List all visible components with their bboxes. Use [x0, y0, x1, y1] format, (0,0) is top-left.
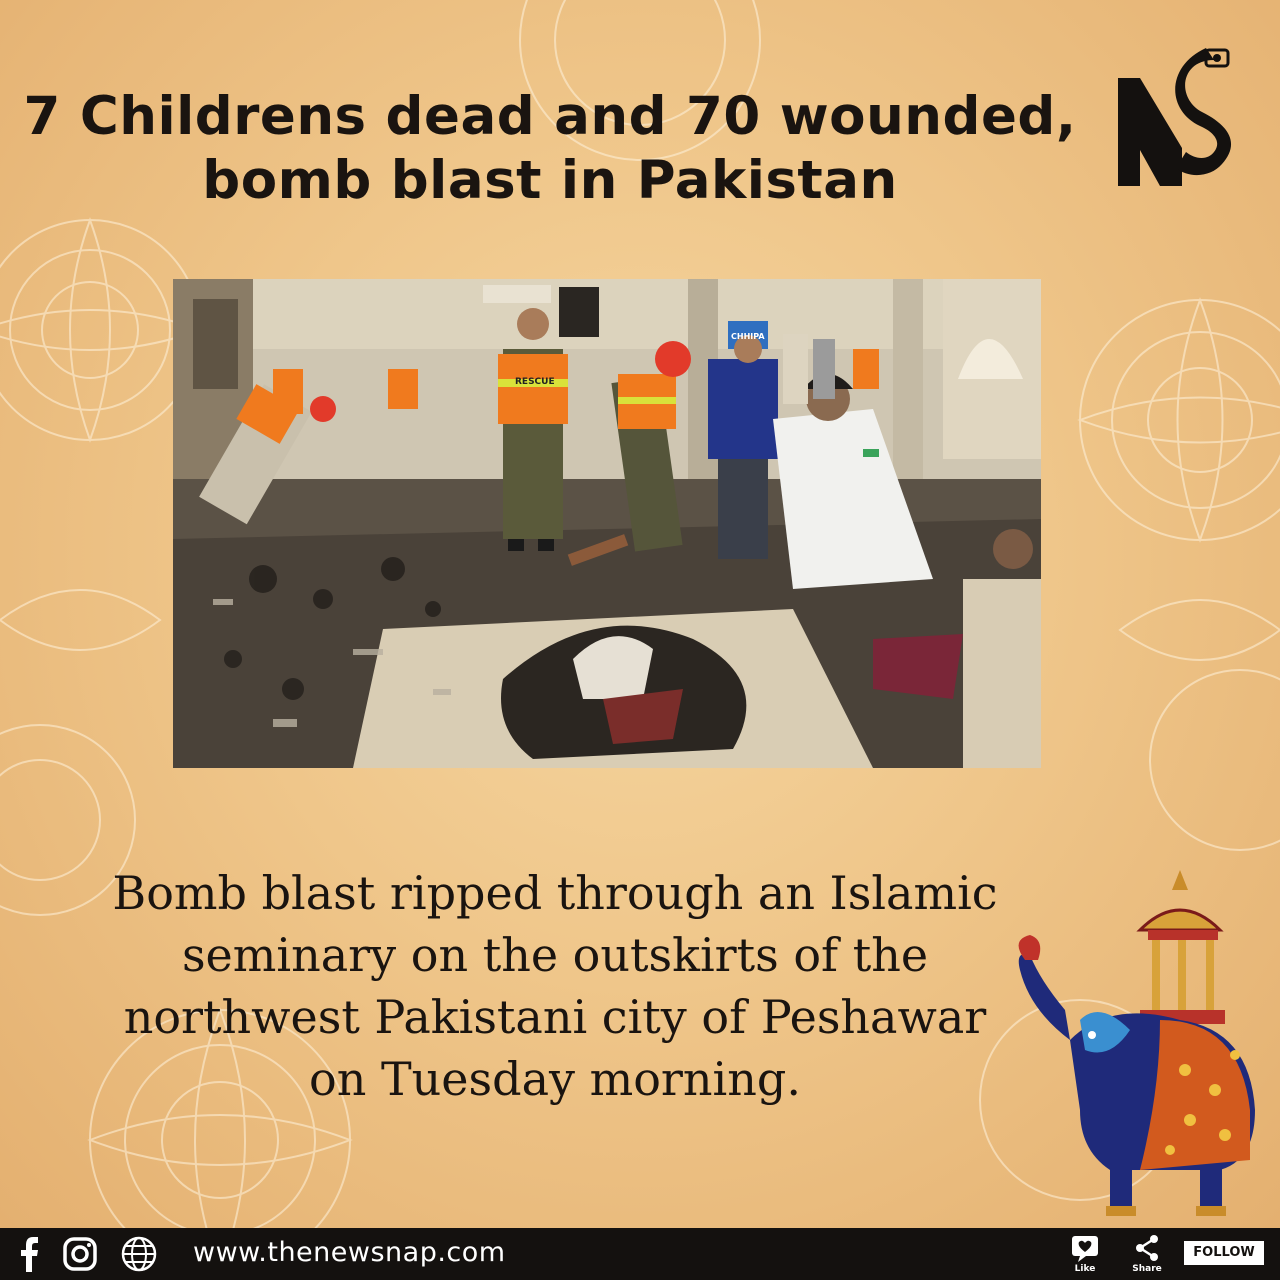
- instagram-icon[interactable]: [60, 1236, 100, 1272]
- newsnap-logo: [1110, 40, 1260, 190]
- footer-bar: [0, 1228, 1280, 1280]
- like-button[interactable]: [1060, 1232, 1110, 1278]
- news-photo: [173, 279, 1041, 768]
- like-icon: [1060, 1232, 1110, 1264]
- share-icon: [1122, 1232, 1172, 1264]
- like-label: Like: [1074, 1264, 1096, 1274]
- caption-line-1: Bomb blast ripped through an Islamic: [112, 866, 998, 920]
- website-link[interactable]: www.thenewsnap.com: [193, 1237, 506, 1268]
- caption-line-4: on Tuesday morning.: [309, 1052, 801, 1106]
- caption-line-3: northwest Pakistani city of Peshawar: [123, 990, 987, 1044]
- caption: [95, 862, 1015, 1110]
- globe-icon[interactable]: [118, 1236, 160, 1272]
- vest-text: RESCUE: [515, 377, 555, 387]
- share-button[interactable]: [1122, 1232, 1172, 1278]
- headline-line-2: bomb blast in Pakistan: [202, 150, 898, 211]
- headline-line-1: 7 Childrens dead and 70 wounded,: [23, 86, 1077, 147]
- elephant-figurine: [1010, 870, 1270, 1220]
- follow-button[interactable]: FOLLOW: [1184, 1241, 1264, 1265]
- caption-line-2: seminary on the outskirts of the: [181, 928, 929, 982]
- cap-text: CHHIPA: [731, 332, 765, 341]
- share-label: Share: [1132, 1264, 1162, 1274]
- facebook-icon[interactable]: [16, 1236, 42, 1272]
- headline: [20, 85, 1080, 213]
